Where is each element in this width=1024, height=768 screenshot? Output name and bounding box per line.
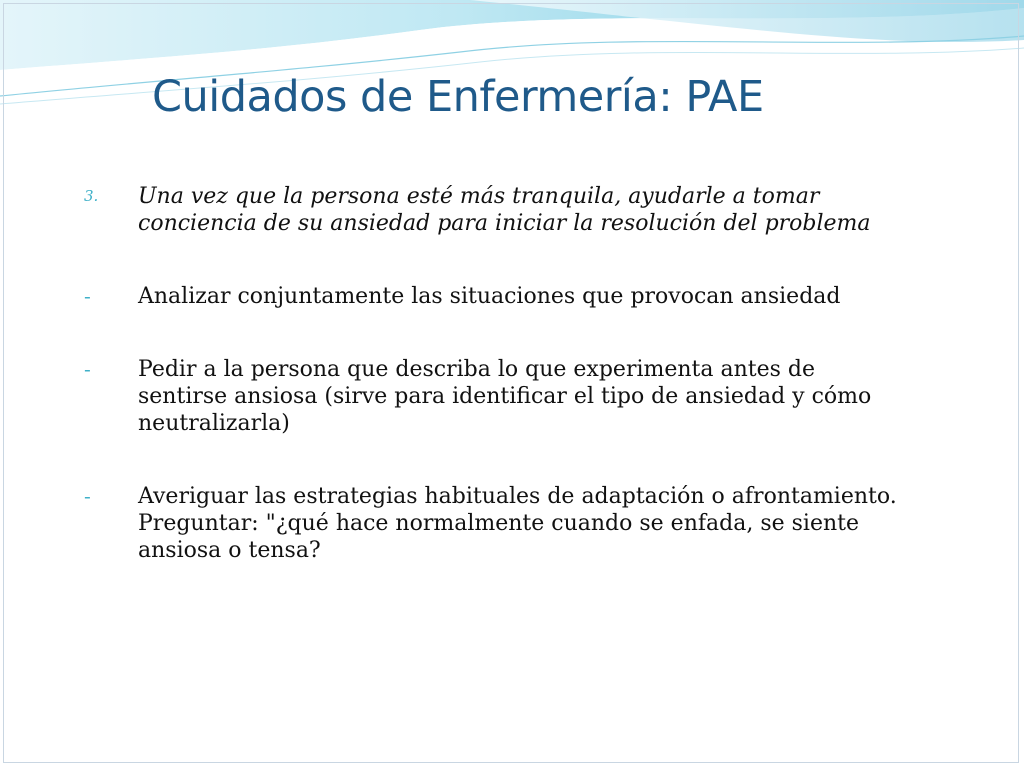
- list-item: [84, 283, 904, 310]
- item-text: Averiguar las estrategias habituales de adaptación o afrontamiento. Preguntar: "¿qué hace normalmente cuando se enfada, se siente ansiosa o tensa?: [138, 484, 897, 563]
- item-dash: -: [84, 484, 91, 508]
- item-text: Analizar conjuntamente las situaciones que provocan ansiedad: [138, 284, 841, 309]
- item-dash: -: [84, 357, 91, 381]
- item-text: Una vez que la persona esté más tranquila, ayudarle a tomar conciencia de su ansiedad para iniciar la resolución del problema: [138, 184, 871, 236]
- list-item: [84, 183, 904, 237]
- item-number: 3.: [84, 187, 99, 205]
- bullet-list: [84, 183, 904, 564]
- item-text: Pedir a la persona que describa lo que experimenta antes de sentirse ansiosa (sirve para identificar el tipo de ansiedad y cómo neutralizarla): [138, 357, 872, 436]
- list-item: [84, 356, 904, 437]
- slide-title: Cuidados de Enfermería: PAE: [152, 72, 764, 122]
- list-item: [84, 483, 904, 564]
- item-dash: -: [84, 284, 91, 308]
